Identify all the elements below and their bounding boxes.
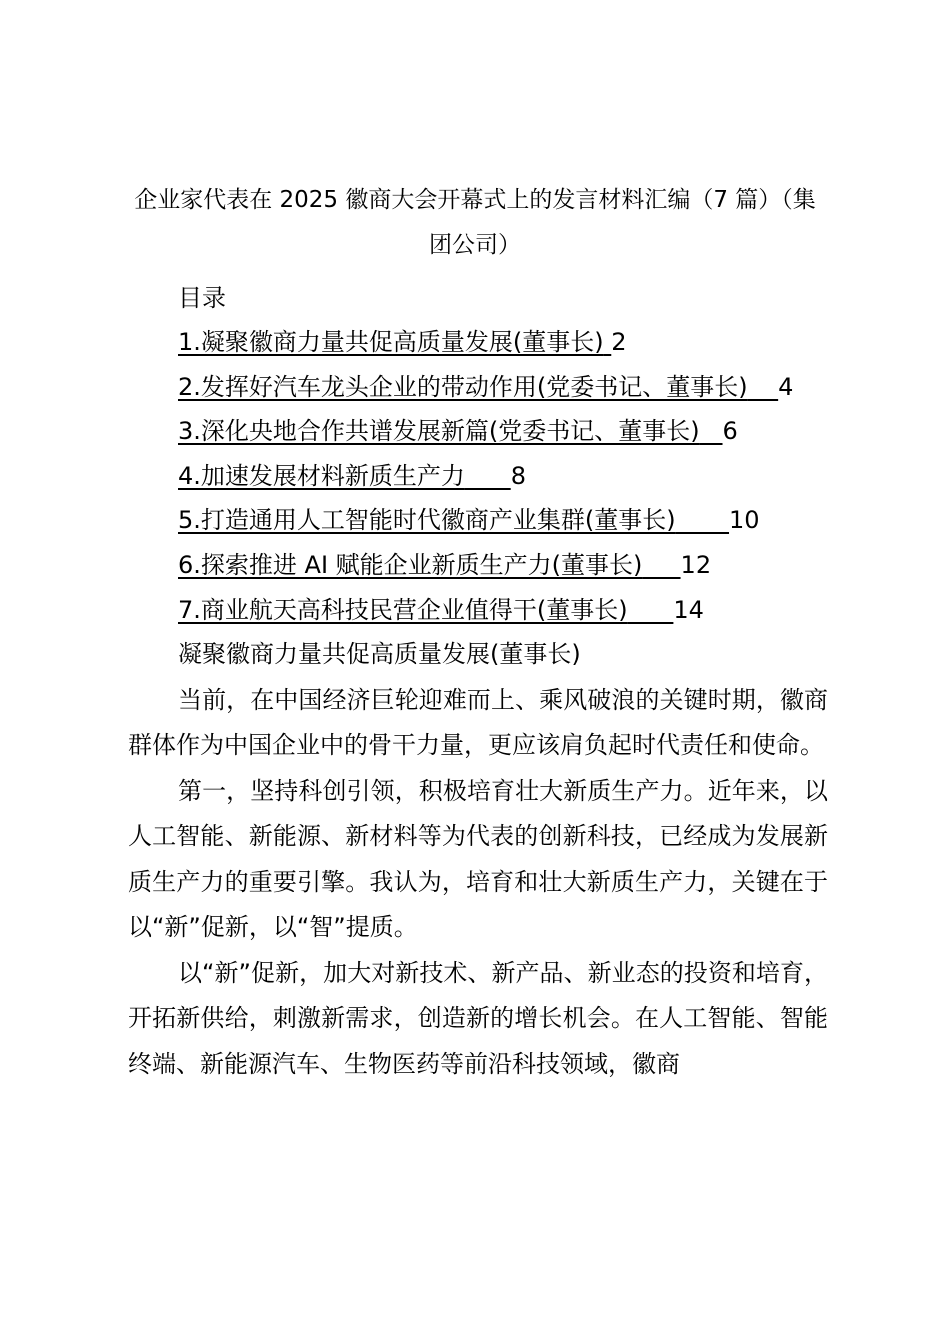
toc-item-page: 12 xyxy=(680,550,712,579)
toc-item-text: 1.凝聚徽商力量共促高质量发展(董事长) xyxy=(178,328,604,356)
toc-item-page: 10 xyxy=(729,506,760,535)
toc-item-gap xyxy=(700,417,723,445)
toc-item-gap xyxy=(628,596,674,624)
toc-item-page: 6 xyxy=(722,417,738,446)
toc-item-gap xyxy=(748,373,779,401)
body-paragraph: 第一，坚持科创引领，积极培育壮大新质生产力。近年来，以人工智能、新能源、新材料等为代表的创新科技，已经成为发展新质生产力的重要引擎。我认为，培育和壮大新质生产力，关键在于以“新”促新，以“智”提质。 xyxy=(128,776,828,941)
document-title xyxy=(115,178,835,268)
toc-item-page: 8 xyxy=(510,461,526,490)
toc-item-gap xyxy=(676,506,729,534)
toc-link[interactable] xyxy=(178,417,738,445)
toc-link[interactable] xyxy=(178,373,793,401)
toc-item xyxy=(178,543,793,588)
toc-link[interactable] xyxy=(178,328,627,356)
toc-link[interactable] xyxy=(178,506,760,534)
toc-item xyxy=(178,498,793,543)
toc-item xyxy=(178,454,793,499)
document-title-line-2: 团公司） xyxy=(429,232,521,258)
toc-item-text: 3.深化央地合作共谱发展新篇(党委书记、董事长) xyxy=(178,417,700,446)
toc-item xyxy=(178,365,793,410)
toc-item-gap xyxy=(642,551,680,579)
body-paragraph: 当前，在中国经济巨轮迎难而上、乘风破浪的关键时期，徽商群体作为中国企业中的骨干力量，更应该肩负起时代责任和使命。 xyxy=(128,685,828,759)
toc-item-text: 4.加速发展材料新质生产力 xyxy=(178,461,465,490)
toc-link[interactable] xyxy=(178,462,526,490)
toc-heading: 目录 xyxy=(178,284,226,312)
toc-item-gap xyxy=(465,462,511,490)
toc-item-page: 4 xyxy=(778,372,794,401)
toc-item-gap xyxy=(604,328,612,356)
toc-item-text: 7.商业航天高科技民营企业值得干(董事长) xyxy=(178,595,628,624)
document-title-line-1: 企业家代表在 2025 徽商大会开幕式上的发言材料汇编（7 篇）（集 xyxy=(134,187,816,213)
document-body xyxy=(128,632,828,1087)
toc-item-page: 2 xyxy=(611,328,627,356)
toc-item-text: 6.探索推进 AI 赋能企业新质生产力(董事长) xyxy=(178,550,643,579)
toc-item-page: 14 xyxy=(673,595,704,624)
toc-item xyxy=(178,588,793,633)
toc-item xyxy=(178,320,793,365)
toc-item-text: 5.打造通用人工智能时代徽商产业集群(董事长) xyxy=(178,506,676,535)
toc-item-text: 2.发挥好汽车龙头企业的带动作用(党委书记、董事长) xyxy=(178,372,748,401)
table-of-contents xyxy=(178,320,793,632)
section-title: 凝聚徽商力量共促高质量发展(董事长) xyxy=(178,640,581,668)
toc-link[interactable] xyxy=(178,596,704,624)
toc-item xyxy=(178,409,793,454)
toc-link[interactable] xyxy=(178,551,711,579)
body-paragraph: 以“新”促新，加大对新技术、新产品、新业态的投资和培育，开拓新供给，刺激新需求，创造新的增长机会。在人工智能、智能终端、新能源汽车、生物医药等前沿科技领域，徽商 xyxy=(128,958,828,1078)
